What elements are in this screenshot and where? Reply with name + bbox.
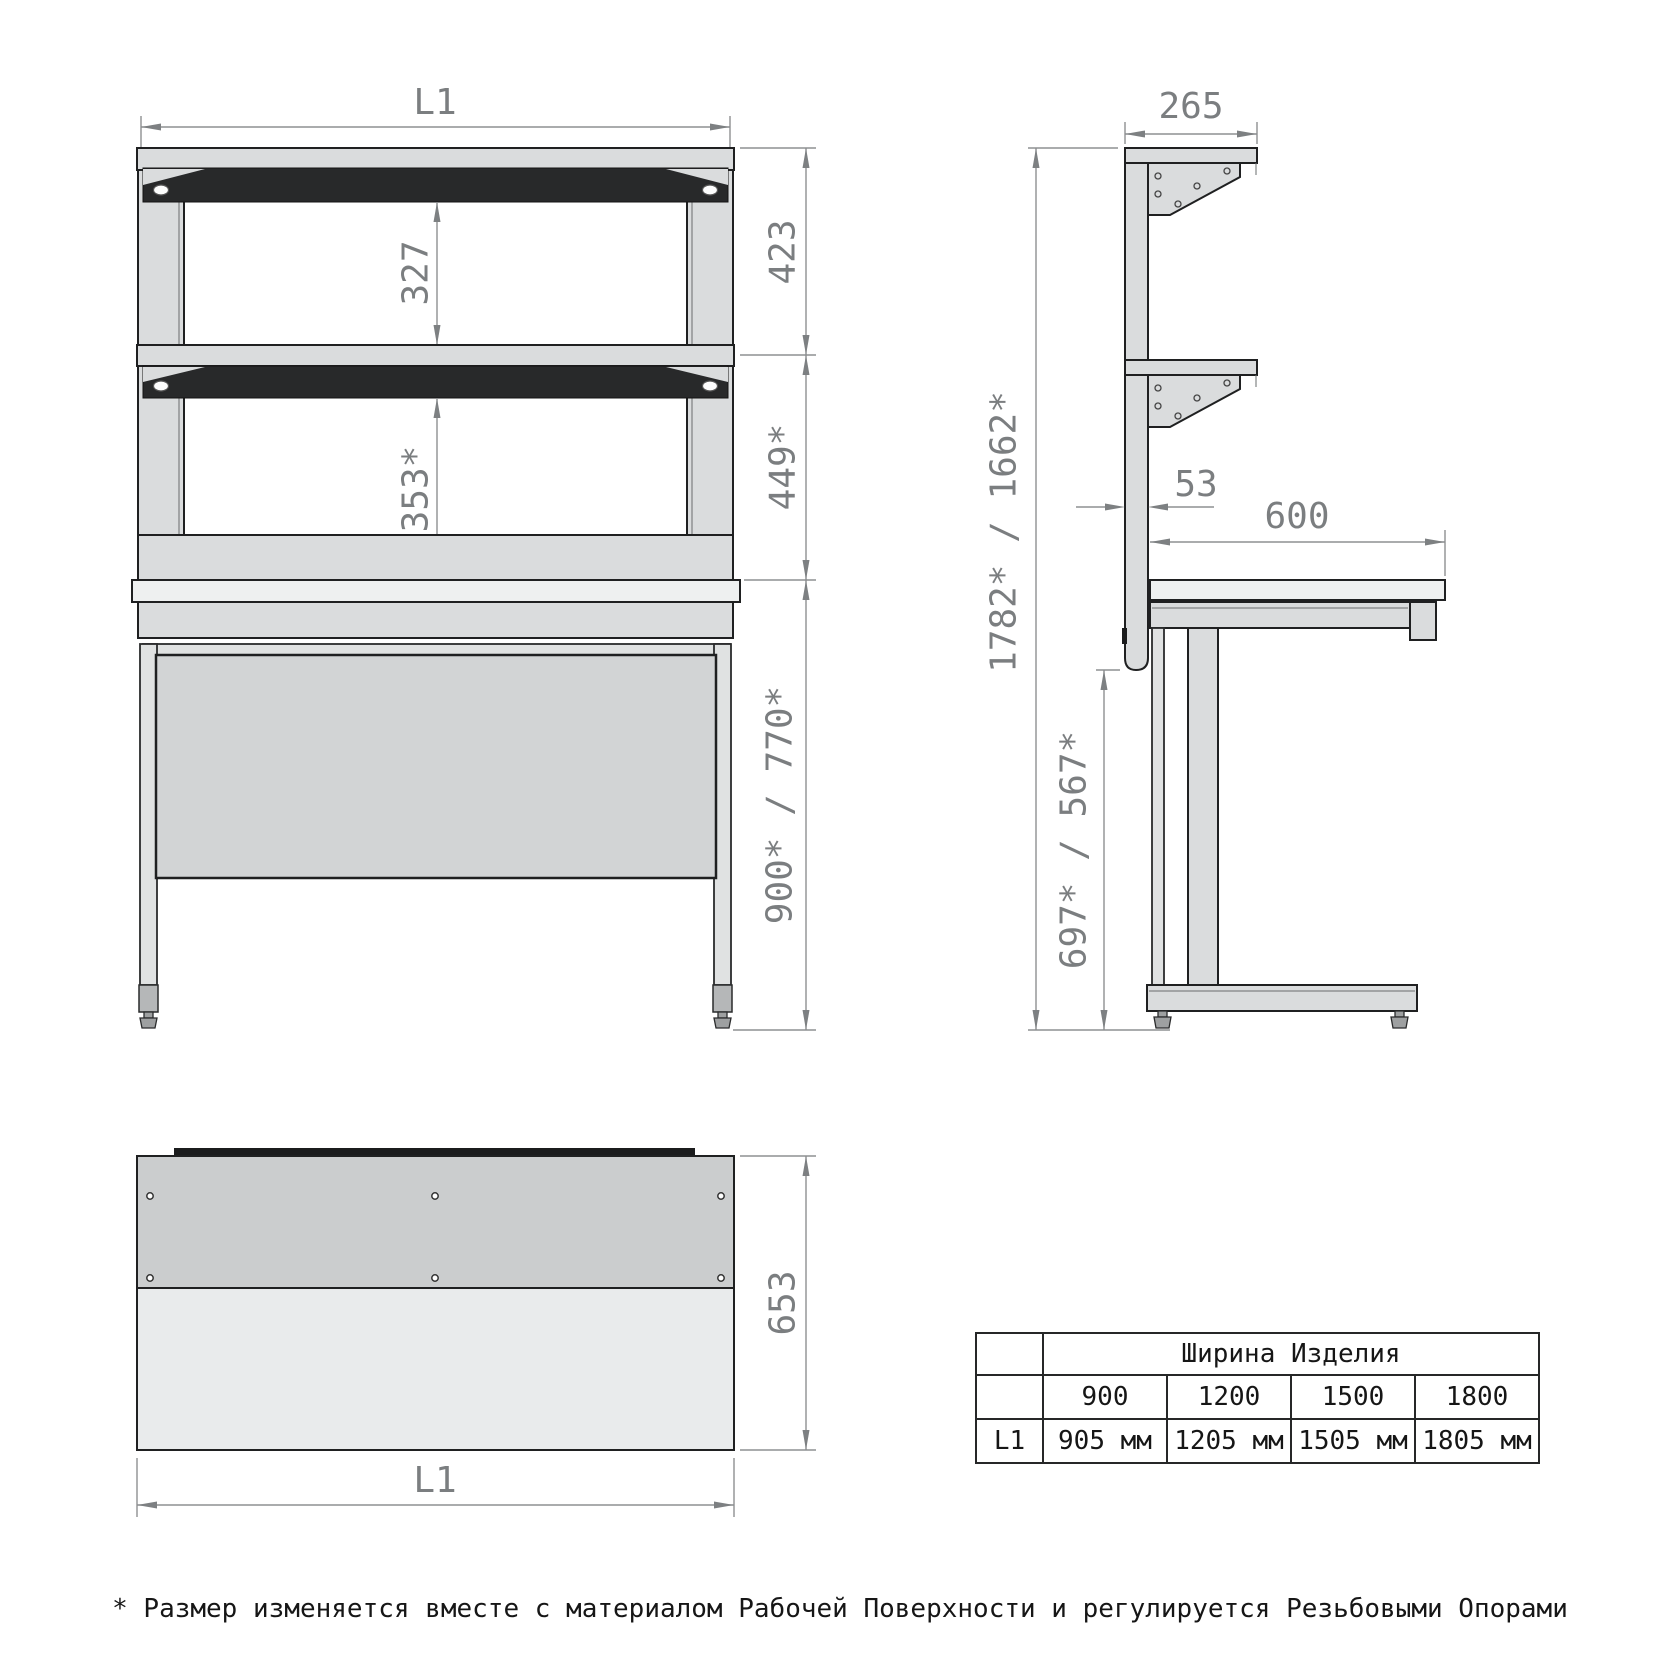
apron-front <box>138 602 733 638</box>
shelf1-top-surface <box>137 148 734 170</box>
dim-265 <box>1125 86 1257 144</box>
dim-53-label: 53 <box>1174 464 1218 505</box>
leg-front-left <box>140 644 157 985</box>
shelf1-side-surface <box>1125 148 1257 163</box>
leg-side-rear <box>1188 628 1218 985</box>
leg-side-front <box>1152 628 1164 985</box>
adjustable-foot-side-right <box>1391 1011 1408 1028</box>
dim-449-label: 449* <box>762 423 804 511</box>
shelf2-hole-right <box>703 381 718 391</box>
size-table-title: Ширина Изделия <box>1043 1333 1539 1375</box>
shelf1-hole-right <box>703 185 718 195</box>
shelf1-hole-left <box>154 185 169 195</box>
dim-697-567 <box>1054 670 1120 1030</box>
shelf-plan <box>137 1156 734 1288</box>
shelf2-bracket <box>1148 375 1240 427</box>
shelf1-bracket <box>1148 163 1240 215</box>
dim-653 <box>740 1156 816 1450</box>
worktop-front <box>132 580 740 602</box>
size-table-col-1800: 1800 <box>1415 1375 1539 1419</box>
shelf2-front-panel <box>143 366 728 398</box>
size-table-empty-cell <box>976 1375 1043 1419</box>
size-table-col-900: 900 <box>1043 1375 1167 1419</box>
floor-runner <box>1147 985 1417 1011</box>
dim-423 <box>740 148 816 355</box>
size-table-corner-cell <box>976 1333 1043 1375</box>
post-clamp-mark <box>1122 628 1127 644</box>
size-table-val-1800: 1805 мм <box>1415 1419 1539 1463</box>
shelf2-side-surface <box>1125 360 1257 375</box>
back-panel <box>156 655 716 878</box>
riser-bottom-rail <box>138 535 733 580</box>
dim-653-label: 653 <box>762 1270 804 1336</box>
footnote: * Размер изменяется вместе с материалом Рабочей Поверхности и регулируется Резьбовыми Опорами <box>112 1594 1568 1624</box>
adjustable-foot-side-left <box>1154 1011 1171 1028</box>
leg-sleeve-right <box>713 985 732 1012</box>
size-table-col-1200: 1200 <box>1167 1375 1291 1419</box>
top-view <box>137 1148 816 1517</box>
size-table <box>975 1332 1540 1464</box>
dim-l1-bottom <box>137 1458 734 1517</box>
dim-697-567-label: 697* / 567* <box>1053 730 1095 970</box>
dim-l1-top-label: L1 <box>413 82 457 123</box>
dim-900-770 <box>733 580 816 1030</box>
dim-423-label: 423 <box>762 219 804 285</box>
dim-900-770-label: 900* / 770* <box>759 685 801 925</box>
size-table-val-1500: 1505 мм <box>1291 1419 1415 1463</box>
top-view-back-edge <box>174 1148 695 1156</box>
shelf1-front-panel <box>143 168 728 202</box>
dim-327 <box>396 202 441 345</box>
dim-449 <box>744 355 816 580</box>
underframe-rail <box>143 644 730 655</box>
size-table-col-1500: 1500 <box>1291 1375 1415 1419</box>
dim-265-label: 265 <box>1158 86 1224 127</box>
worktop-side <box>1150 580 1445 600</box>
riser-post-side <box>1125 148 1148 670</box>
front-view <box>132 82 816 1030</box>
size-table-val-900: 905 мм <box>1043 1419 1167 1463</box>
dim-1782-1662-label: 1782* / 1662* <box>983 391 1025 673</box>
frame-rail-side <box>1150 602 1410 628</box>
size-table-row-label: L1 <box>976 1419 1043 1463</box>
side-view <box>984 86 1445 1030</box>
dim-l1-bottom-label: L1 <box>413 1460 457 1501</box>
leg-sleeve-left <box>139 985 158 1012</box>
shelf2-hole-left <box>154 381 169 391</box>
size-table-val-1200: 1205 мм <box>1167 1419 1291 1463</box>
frame-bracket-side <box>1410 602 1436 640</box>
dim-327-label: 327 <box>395 240 437 306</box>
adjustable-foot-left <box>140 1012 157 1028</box>
adjustable-foot-right <box>714 1012 731 1028</box>
dim-600 <box>1150 496 1445 576</box>
shelf2-top-surface <box>137 345 734 366</box>
dim-600-label: 600 <box>1264 496 1330 537</box>
dim-353-label: 353* <box>395 445 437 533</box>
